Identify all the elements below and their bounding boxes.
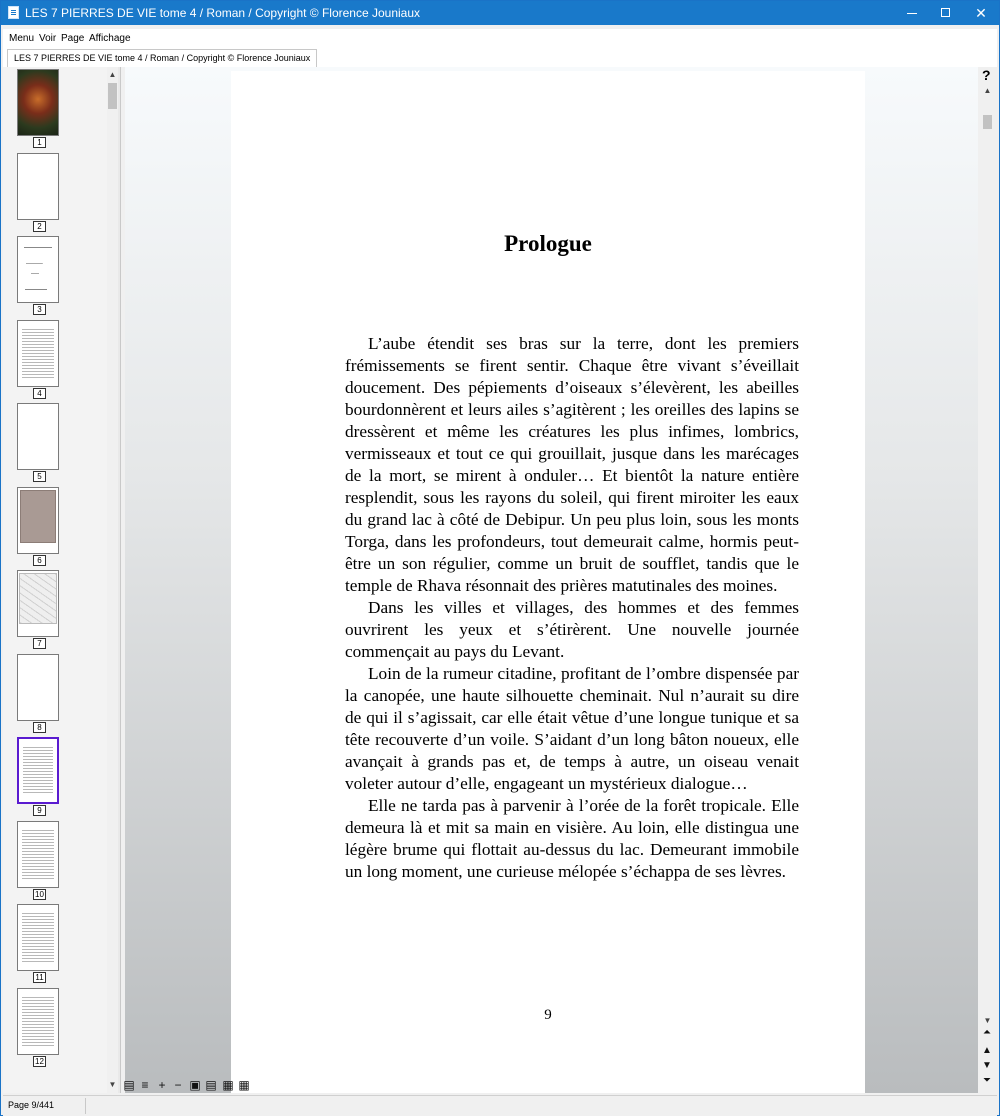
page-scroll-thumb[interactable] — [983, 115, 992, 129]
thumbnail-page-number: 5 — [33, 471, 46, 482]
paragraph: L’aube étendit ses bras sur la terre, dont les premiers frémissements se firent sentir. Chaque être vivant s’éveillait doucement. Des pépiements d’oiseaux s’élevèrent, les abeilles bourdonnèrent et leurs ailes s’agitèrent ; les oreilles des lapins se dressèrent et même les créatures les plus infimes, lombrics, vermisseaux et tout ce qui grouillait, jusque dans les marécages de la mort, se mirent à onduler… Et bientôt la nature entière resplendit, sous les rayons du soleil, qui firent miroiter les eaux du grand lac à côté de Debipur. Un peu plus loin, sous les monts Torga, dans les profondeurs, tout demeurait calme, hormis peut-être un son régulier, comme un bruit de soufflet, tandis que le temple de Rhava résonnait des prières matutinales des moines. — [345, 334, 799, 595]
menu-item-menu[interactable]: Menu — [9, 33, 35, 44]
first-page-icon[interactable]: ⏶ — [983, 1027, 991, 1038]
thumbnail-preview — [22, 329, 54, 378]
maximize-button[interactable] — [928, 1, 964, 25]
view-toolbar — [120, 1078, 260, 1093]
page-thumbnail[interactable] — [17, 487, 59, 554]
grid-2-icon[interactable]: ▦ — [222, 1078, 234, 1092]
thumbnail-preview — [18, 70, 58, 135]
thumbnail-page-number: 8 — [33, 722, 46, 733]
help-icon[interactable]: ? — [982, 67, 991, 83]
page-number: 9 — [544, 1007, 552, 1023]
thumbnail-page-number: 12 — [33, 1056, 46, 1067]
paragraph: Elle ne tarda pas à parvenir à l’orée de la forêt tropicale. Elle demeura là et mit sa main en visière. Au loin, elle distingua une légère brume qui flottait au-dessus du lac. Demeurant immobile un long moment, une curieuse mélopée s’échappa de ses lèvres. — [345, 796, 799, 881]
close-button[interactable]: ✕ — [975, 5, 987, 21]
page-body — [345, 333, 799, 883]
page-counter: Page 9/441 — [8, 1100, 55, 1110]
list-icon[interactable]: ≡ — [141, 1078, 149, 1092]
menu-item-affichage[interactable]: Affichage — [89, 33, 131, 44]
title-bar[interactable] — [1, 1, 999, 25]
minimize-button[interactable] — [894, 1, 930, 25]
page-thumbnail[interactable] — [17, 737, 59, 804]
thumbnail-list — [3, 67, 107, 1093]
thumbnail-page-number: 7 — [33, 638, 46, 649]
thumbnail-preview — [20, 490, 56, 543]
thumbnail-page-number: 10 — [33, 889, 46, 900]
scroll-down-icon[interactable]: ▼ — [983, 1016, 992, 1025]
page-thumbnail[interactable] — [17, 988, 59, 1055]
thumbnail-preview — [23, 747, 53, 794]
thumbnail-preview — [24, 247, 52, 297]
page-thumbnail[interactable] — [17, 236, 59, 303]
thumbnail-page-number: 6 — [33, 555, 46, 566]
page-thumbnail[interactable] — [17, 821, 59, 888]
grid-3-icon[interactable]: ▦ — [238, 1078, 250, 1092]
sidebar-scrollbar[interactable] — [107, 67, 118, 1093]
right-scrollbar[interactable] — [978, 67, 997, 1093]
page-thumbnail[interactable] — [17, 570, 59, 637]
thumbnail-page-number: 9 — [33, 805, 46, 816]
menu-item-voir[interactable]: Voir — [39, 33, 57, 44]
page-thumbnail[interactable] — [17, 403, 59, 470]
document-icon — [8, 6, 19, 19]
next-page-icon[interactable]: ▼ — [982, 1060, 992, 1071]
thumbnail-page-number: 2 — [33, 221, 46, 232]
thumbnail-page-number: 11 — [33, 972, 46, 983]
scroll-up-icon[interactable]: ▲ — [983, 86, 992, 95]
fit-width-icon[interactable]: ▤ — [205, 1078, 217, 1092]
page-scrollbar[interactable] — [982, 85, 993, 1035]
scroll-down-icon[interactable]: ▼ — [108, 1080, 117, 1089]
window-title: LES 7 PIERRES DE VIE tome 4 / Roman / Copyright © Florence Jouniaux — [25, 6, 421, 20]
page-thumbnail[interactable] — [17, 904, 59, 971]
thumbnail-sidebar — [3, 67, 121, 1093]
previous-page-icon[interactable]: ▲ — [982, 1045, 992, 1056]
zoom-out-icon[interactable]: − — [174, 1078, 182, 1092]
paragraph: Loin de la rumeur citadine, profitant de l’ombre dispensée par la canopée, une haute silhouette cheminait. Nul n’aurait su dire de qui il s’agissait, car elle était vêtue d’une longue tunique et sa tête recouverte d’un voile. S’aidant d’un long bâton noueux, elle avançait à grands pas et, de temps à autre, un oiseau venait voleter autour d’elle, engageant un mystérieux dialogue… — [345, 664, 799, 793]
sidebar-scroll-thumb[interactable] — [108, 83, 117, 109]
fit-page-icon[interactable]: ▣ — [189, 1078, 201, 1092]
thumbnail-preview — [22, 997, 54, 1046]
menu-item-page[interactable]: Page — [61, 33, 85, 44]
last-page-icon[interactable]: ⏷ — [983, 1075, 991, 1086]
page-thumbnail[interactable] — [17, 654, 59, 721]
thumbnail-preview — [22, 830, 54, 879]
thumbnail-page-number: 3 — [33, 304, 46, 315]
zoom-in-icon[interactable]: + — [158, 1078, 166, 1092]
document-page — [231, 71, 865, 1093]
chapter-heading: Prologue — [504, 231, 592, 256]
menu-bar — [3, 29, 997, 50]
thumbnail-preview — [19, 573, 57, 624]
scroll-up-icon[interactable]: ▲ — [108, 70, 117, 79]
page-thumbnail[interactable] — [17, 153, 59, 220]
sidebar-toggle-icon[interactable]: ▤ — [123, 1078, 135, 1092]
page-thumbnail[interactable] — [17, 69, 59, 136]
status-bar — [3, 1095, 997, 1116]
paragraph: Dans les villes et villages, des hommes et des femmes ouvrirent les yeux et s’étirèrent. Une nouvelle journée commençait au pays du Levant. — [345, 598, 799, 661]
thumbnail-preview — [22, 913, 54, 962]
document-tab[interactable]: LES 7 PIERRES DE VIE tome 4 / Roman / Copyright © Florence Jouniaux — [7, 49, 317, 67]
tab-bar — [3, 49, 997, 67]
page-thumbnail[interactable] — [17, 320, 59, 387]
thumbnail-page-number: 1 — [33, 137, 46, 148]
document-viewport[interactable] — [125, 67, 978, 1093]
status-divider — [85, 1098, 86, 1114]
thumbnail-page-number: 4 — [33, 388, 46, 399]
